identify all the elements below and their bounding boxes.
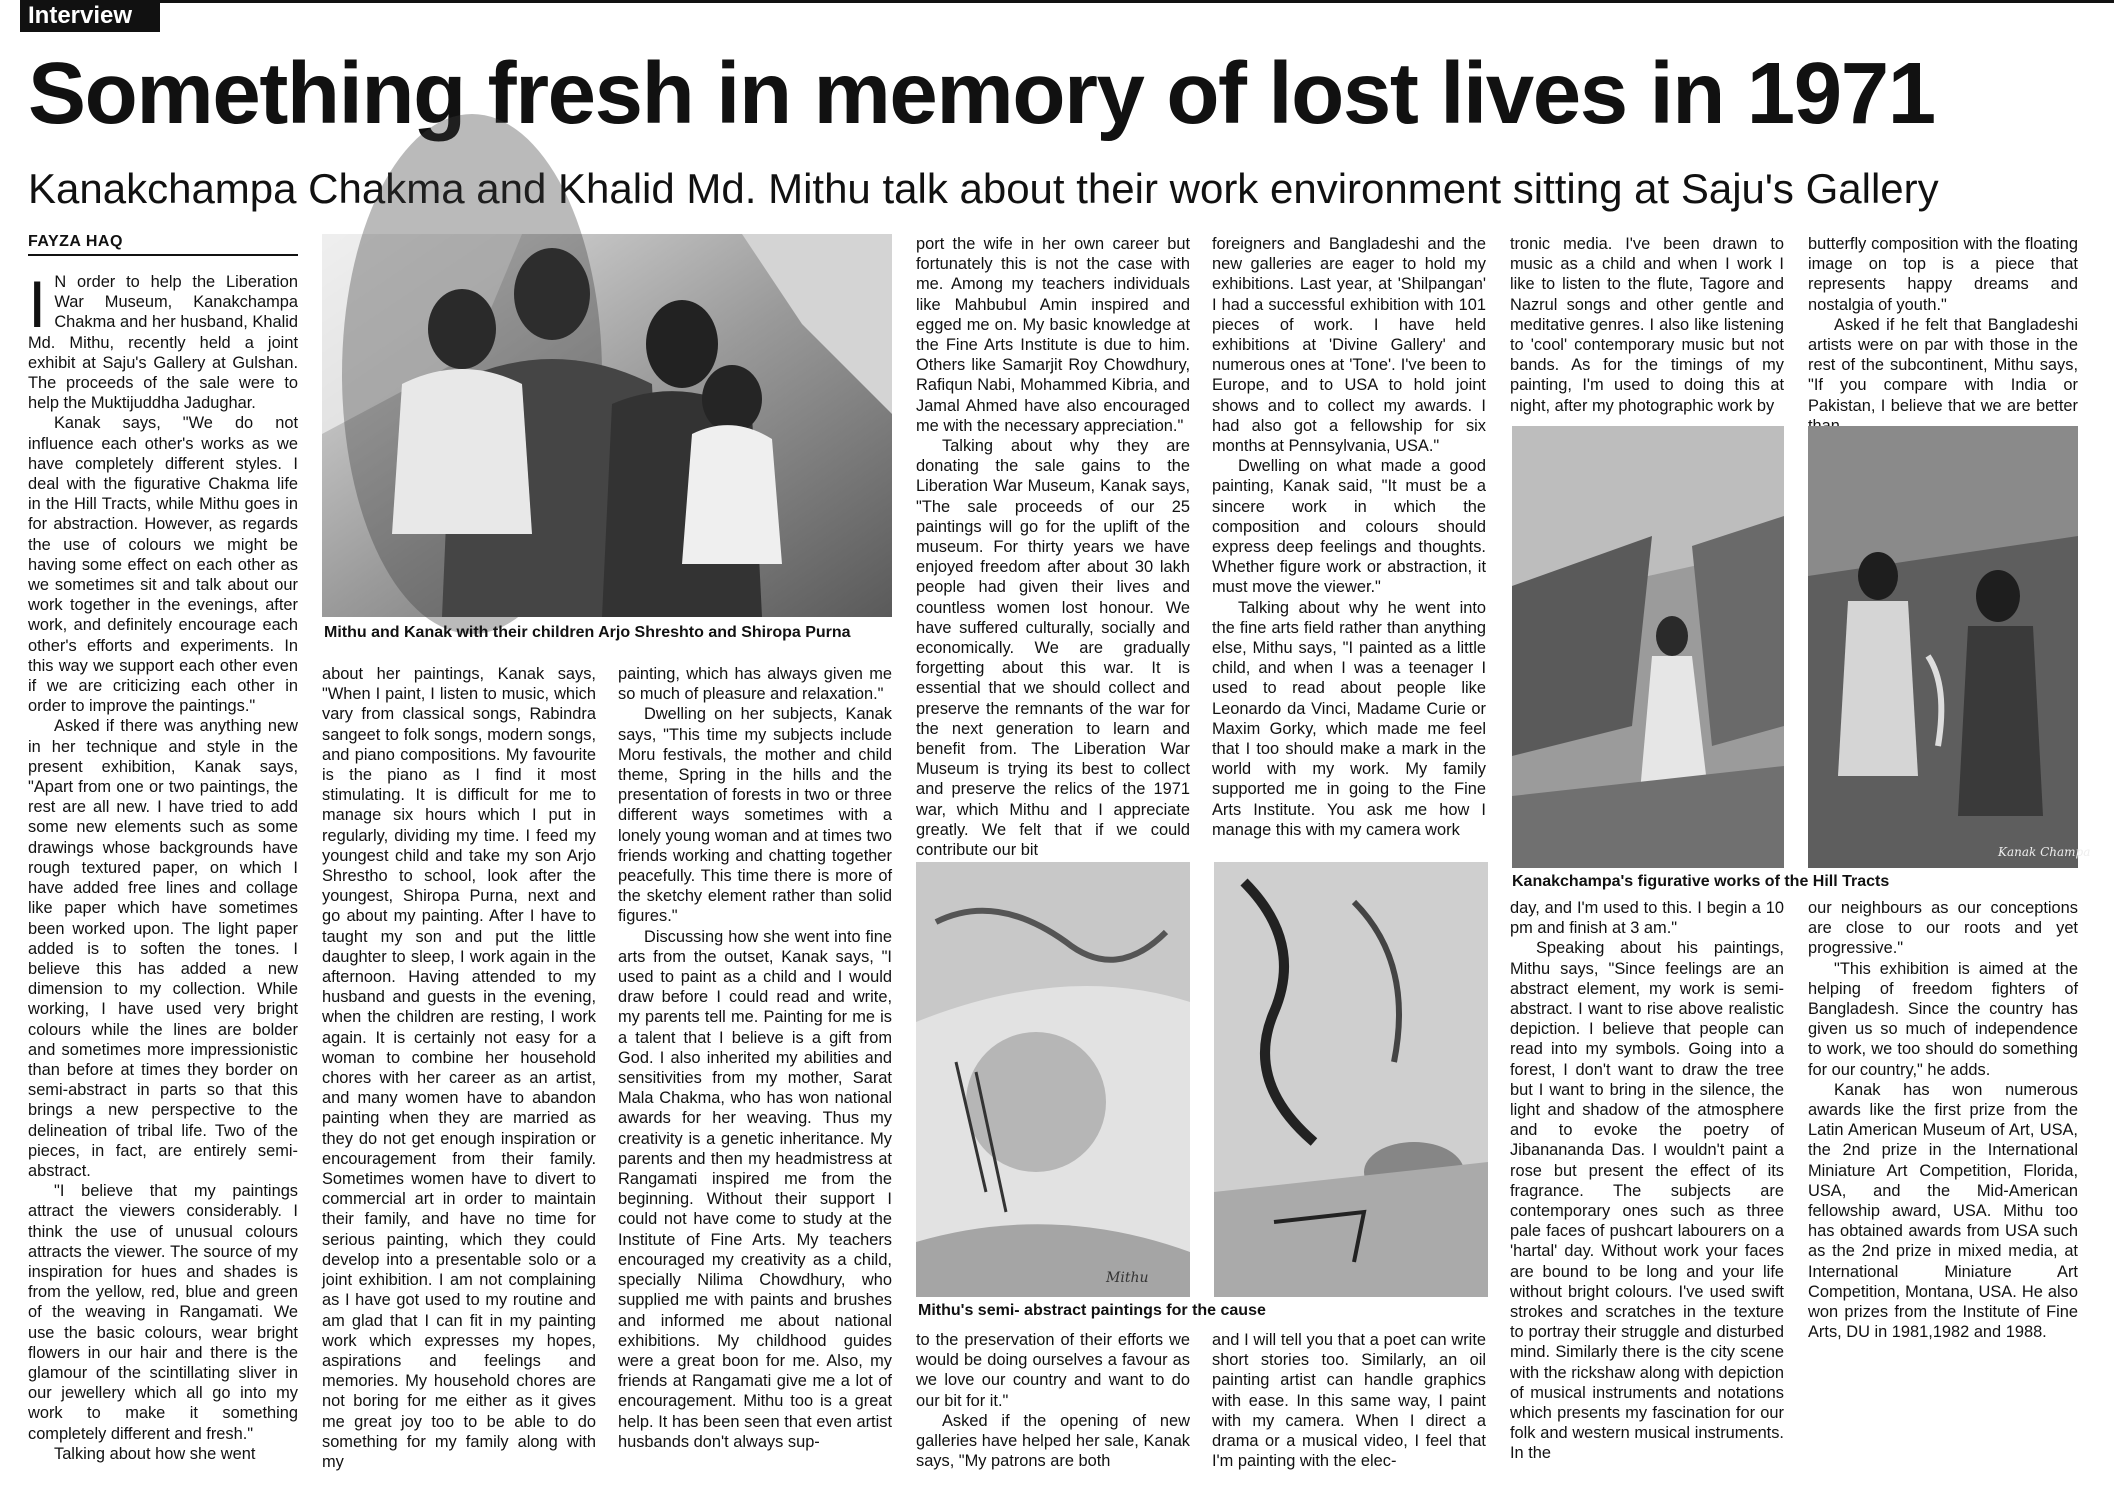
paragraph: port the wife in her own career but fortunately this is not the case with me. Among my teachers individuals like Mahbubul Amin inspired and egged me on. My basic knowledge at the Fine Arts Institute is due to him. Others like Samarjit Roy Chowdhury, Rafiqun Nabi, Mohammed Kibria, and Jamal Ahmed have also encouraged me with the necessary appreciation."	[916, 235, 1190, 435]
paragraph: day, and I'm used to this. I begin a 10 pm and finish at 3 am."	[1510, 899, 1784, 938]
paragraph: painting, which has always given me so much of pleasure and relaxation."	[618, 665, 892, 704]
svg-text:Mithu: Mithu	[1106, 1270, 1149, 1286]
figurative-works-caption: Kanakchampa's figurative works of the Hill Tracts	[1512, 873, 1890, 890]
section-label: Interview	[20, 0, 160, 32]
abstract-painting-2	[1214, 862, 1488, 1297]
paragraph: Dwelling on what made a good painting, Kanak said, "It must be a sincere work in which the composition and colours should express deep feelings and thoughts. Whether figure work or abstraction, it must move the viewer."	[1212, 457, 1486, 597]
paragraph: Kanak says, "We do not influence each other's works as we have completely different styles. I deal with the figurative Chakma life in the Hill Tracts, while Mithu goes in for abstraction. However, as regards the use of colours we might be having some effect on each other as we sometimes sit and talk about our work together in the evenings, after work, and definitely encourage each other's efforts and experiments. In this way we support each other even if we are criticizing each other in order to improve the paintings."	[28, 414, 298, 716]
paragraph: Discussing how she went into fine arts from the outset, Kanak says, "I used to paint as a child and I would draw before I could read and write, my parents tell me. Painting for me is a talent that I believe is a gift from God. I also inherited my abilities and sensitivities from my mother, Sarat Mala Chakma, who has won national awards for her weaving. Thus my creativity is a genetic inheritance. My parents and then my headmistress at Rangamati inspired me from the beginning. Without their support I could not have come to study at the Institute of Fine Arts. My teachers encouraged my creativity as a child, specially Nilima Chowdhury, who supplied me with paints and brushes and informed me about national exhibitions. My childhood guides were a great boon for me. Also, my friends at Rangamati give me a lot of encouragement. Mithu too is a great help. It has been seen that even artist husbands don't always sup-	[618, 927, 892, 1451]
column-5-top	[1212, 234, 1486, 856]
paragraph: "I believe that my paintings attract the viewers considerably. I think the use of unusual colours attracts the viewer. The source of my inspiration for hues and shades is from the yellow, red, blue and green of the weaving in Rangamati. We use the basic colours, wear bright flowers in our hair and there is the glamour of the scintillating sliver in our jewellery which all go into my work to make it something completely different and fresh."	[28, 1182, 298, 1443]
paragraph: foreigners and Bangladeshi and the new galleries are eager to hold my exhibitions. Last year, at 'Shilpangan' I had a successful exhibition with 101 pieces of work. I have held exhibitions at 'Divine Gallery' and numerous ones at 'Tone'. I've been to Europe, and to USA to hold joint shows and to collect my awards. I had also got a fellowship for six months at Pennsylvania, USA."	[1212, 235, 1486, 456]
family-photo-caption: Mithu and Kanak with their children Arjo Shreshto and Shiropa Purna	[324, 624, 851, 641]
paragraph: "This exhibition is aimed at the helping of freedom fighters of Bangladesh. Since the country has given us so much of independence to work, we too should do something for our country," he adds.	[1808, 959, 2078, 1079]
figurative-painting-1	[1512, 426, 1784, 868]
abstract-painting-1	[916, 862, 1190, 1297]
subheadline: Kanakchampa Chakma and Khalid Md. Mithu talk about their work environment sitting at Saju's Gallery	[28, 165, 1939, 212]
headline: Something fresh in memory of lost lives in 1971	[28, 45, 1935, 142]
paragraph: Asked if the opening of new galleries have helped her sale, Kanak says, "My patrons are both	[916, 1411, 1190, 1471]
top-rule	[160, 0, 2114, 3]
paragraph: Speaking about his paintings, Mithu says, "Since feelings are an abstract element, my work is semi-abstract. I want to rise above realistic depiction. I believe that people can read into my symbols. Going into a forest, I don't want to draw the tree but I want to bring in the silence, the light and shadow of the atmosphere and to evoke the poetry of Jibanananda Das. I wouldn't paint a rose but present the effect of its fragrance. The subjects are contemporary ones such as three pale faces of pushcart labourers on a 'hartal' day. Without work your faces are bound to be long and your life without bright colours. I've used swift strokes and scratches in the texture to portray their struggle and disturbed mind. Similarly there is the city scene with the rickshaw along with depiction of musical instruments and notations which presents my fascination for our folk and western musical instruments. In the	[1510, 939, 1784, 1463]
figurative-painting-2	[1808, 426, 2091, 868]
column-4-top	[916, 234, 1190, 860]
paragraph: Kanak has won numerous awards like the first prize from the Latin American Museum of Art, USA, the 2nd prize in the International Miniature Art Competition, Florida, USA, and the Mid-American fellowship award, USA. Mithu too has obtained awards from USA such as the 2nd prize in mixed media, at International Miniature Art Competition, Montana, USA. He also won prizes from the Institute of Fine Arts, DU in 1981,1982 and 1988.	[1808, 1080, 2078, 1342]
paragraph: Talking about why he went into the fine arts field rather than anything else, Mithu says, "I painted as a little child, and when I was a teenager I used to read about people like Leonardo da Vinci, Madame Curie or Maxim Gorky, which made me feel that I too should make a mark in the world with my work. My family supported me in going to the Fine Arts Institute. You ask me how I manage this with my camera work	[1212, 598, 1486, 839]
paragraph: butterfly composition with the floating image on top is a piece that represents happy dreams and nostalgia of youth."	[1808, 235, 2078, 314]
paragraph: Asked if there was anything new in her technique and style in the present exhibition, Kanak says, "Apart from one or two paintings, the rest are all new. I have tried to add some new elements such as some drawings whose backgrounds have rough textured paper, on which I have added free lines and collage like paper which have sometimes been worked upon. The light paper added is to soften the tones. I believe this has added a new dimension to my collection. While working, I have used very bright colours while the lines are bolder and sometimes more impressionistic than before at times they border on semi-abstract in parts so that this brings a new perspective to the delineation of tribal life. Two of the pieces, in fact, are entirely semi-abstract.	[28, 717, 298, 1180]
column-1	[28, 267, 298, 1472]
column-6-top	[1510, 234, 1784, 418]
drop-cap: I	[28, 267, 47, 341]
paragraph: Talking about how she went	[54, 1444, 256, 1463]
paragraph: to the preservation of their efforts we would be doing ourselves a favour as we love our country and want to do our bit for it."	[916, 1331, 1190, 1410]
byline-rule	[28, 254, 298, 256]
paragraph: and I will tell you that a poet can write short stories too. Similarly, an oil painting artist can handle graphics with ease. In this same way, I paint with my camera. When I direct a drama or a musical video, I feel that I'm painting with the elec-	[1212, 1331, 1486, 1471]
column-4-bottom	[916, 1330, 1190, 1476]
paragraph: Asked if he felt that Bangladeshi artists were on par with those in the rest of the subcontinent, Mithu says, "If you compare with India or Pakistan, I believe that we are better	[1808, 315, 2078, 415]
abstract-paintings-caption: Mithu's semi- abstract paintings for the cause	[918, 1302, 1266, 1319]
column-7-bottom	[1808, 898, 2078, 1476]
column-6-bottom	[1510, 898, 1784, 1476]
paragraph: about her paintings, Kanak says, "When I paint, I listen to music, which vary from classical songs, Rabindra sangeet to folk songs, modern songs, and piano compositions. My favourite is the piano as I find it most stimulating. It is difficult for me to manage six hours which I put in regularly, dividing my time. I feed my youngest child and take my son Arjo Shrestho to school, look after the youngest, Shiropa Purna, next and go about my painting. After I have to taught my son and put the little daughter to sleep, I work again in the afternoon. Having attended to my husband and guests in the evening, when the children are resting, I work again. It is certainly not easy for a woman to combine her household chores with her career as an artist, and many women have to abandon painting when they are married as they do not get enough inspiration or encouragement from their family. Sometimes women have to divert to commercial art in order to maintain their family, and have no time for serious painting, which they could develop into a presentable solo or a joint exhibition. I am not complaining as I have got used to my routine and am glad that I can fit in my painting work which expresses my hopes, aspirations and feelings and memories. My household chores are not boring for me either as it gives me great joy too to be able to do something for my family along with my	[322, 665, 596, 1471]
column-5-bottom	[1212, 1330, 1486, 1476]
column-7-top	[1808, 234, 2078, 418]
column-3	[618, 664, 892, 1474]
byline: FAYZA HAQ	[28, 233, 123, 250]
paragraph: Dwelling on her subjects, Kanak says, "This time my subjects include Moru festivals, the mother and child theme, Spring in the hills and the presentation of forests in two or three different ways sometimes with a lonely young woman and at times two friends working and chatting together peacefully. This time there is more of the sketchy element rather than solid figures."	[618, 705, 892, 926]
paragraph: Talking about why they are donating the sale gains to the Liberation War Museum, Kanak says, "The sale proceeds of our 25 paintings will go for the uplift of the museum. For thirty years we have enjoyed freedom after about 30 lakh people had given their lives and countless women lost honour. We have suffered culturally, socially and economically. We are gradually forgetting about this war. It is essential that we should collect and preserve the remnants of the war for the next generation to learn and benefit from. The Liberation War Museum is trying its best to collect and preserve the relics of the 1971 war, which Mithu and I appreciate greatly. We felt that if we could contribute our bit	[916, 437, 1190, 860]
lead-paragraph: I N order to help the Liberation War Museum, Kanakchampa Chakma and her husband, Khalid Md. Mithu, recently held a joint exhibit at Saju's Gallery at Gulshan. The proceeds of the sale were to help the Muktijuddha Jadughar.	[28, 267, 298, 413]
svg-text:Kanak Champa: Kanak Champa	[1998, 845, 2091, 859]
column-2	[322, 664, 596, 1474]
paragraph: our neighbours as our conceptions are close to our roots and yet progressive."	[1808, 899, 2078, 958]
paragraph: tronic media. I've been drawn to music as a child and when I work I like to listen to the flute, Tagore and Nazrul songs and other gentle and meditative genres. I also like listening to 'cool' contemporary music but not bands. As for the timings of my painting, I'm used to doing this at night, after my photographic work by	[1510, 235, 1784, 415]
family-photo	[322, 234, 892, 617]
